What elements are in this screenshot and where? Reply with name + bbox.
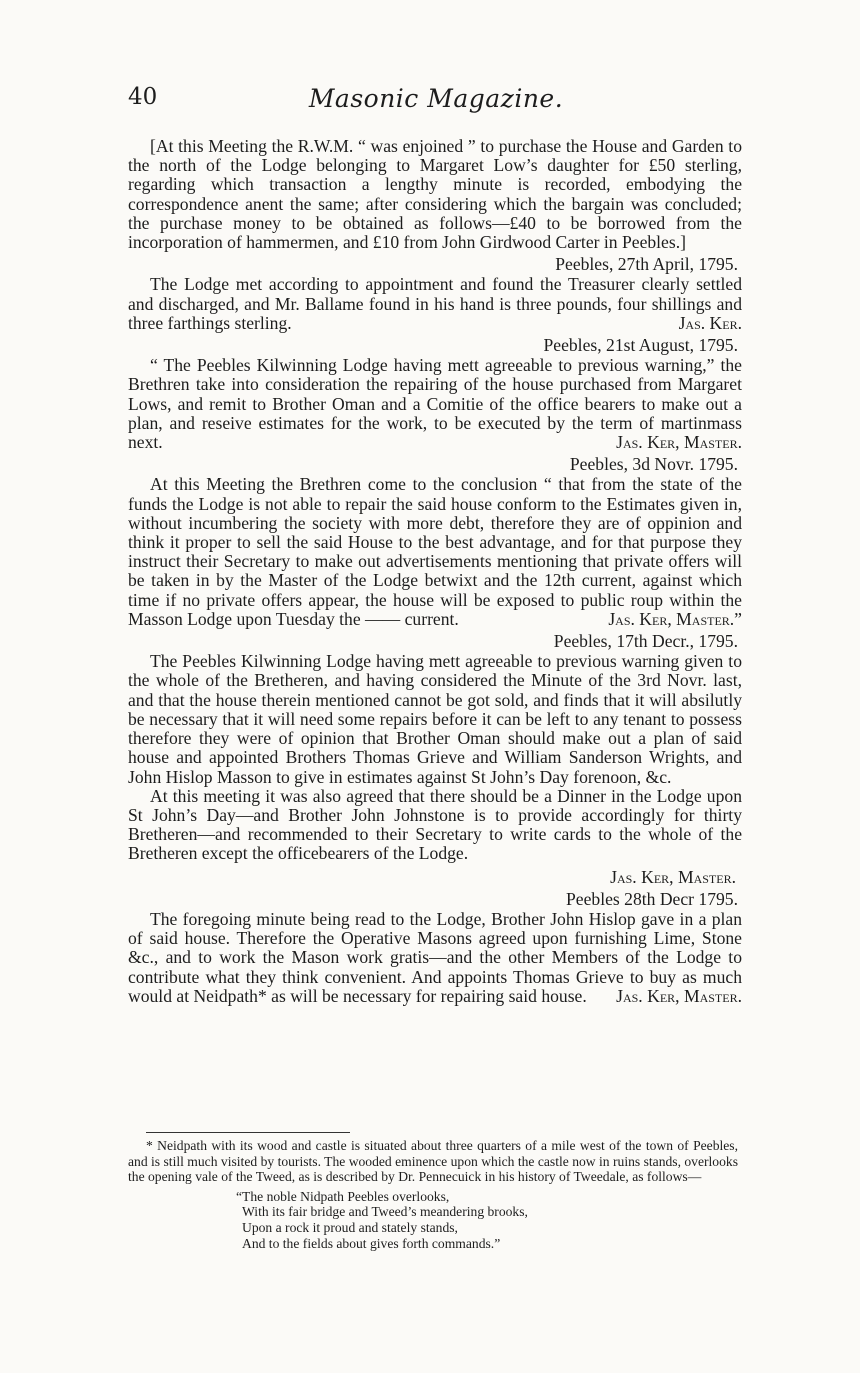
- entry-date: Peebles, 21st August, 1795.: [543, 335, 738, 356]
- magazine-title: Masonic Magazine.: [308, 84, 564, 113]
- footnote: [128, 1138, 738, 1251]
- page-number: 40: [128, 84, 158, 110]
- minute-paragraph: The Peebles Kilwinning Lodge having mett agreeable to previous warning given to the whole of the Bretheren, and having considered the Minute of the 3rd Novr. last, and that the house therein mentioned cannot be got sold, and finds that it will absilutly be necessary that it will need some repairs before it can be left to any tenant to possess therefore they were of opinion that Brother Oman should make out a plan of said house and appointed Brothers Thomas Grieve and William Sanderson Wrights, and John Hislop Masson to give in estimates against St John’s Day forenoon, &c.: [128, 651, 742, 787]
- signature: Jas. Ker, Master.: [616, 432, 742, 453]
- signature: Jas. Ker, Master.”: [608, 608, 742, 629]
- footnote-text: * Neidpath with its wood and castle is situated about three quarters of a mile west of the town of Peebles, and is still much visited by tourists. The wooded eminence upon which the castle now in ruins stands, overlooks the opening vale of the Tweed, as is described by Dr. Pennecuick in his history of Tweedale, as follows—: [128, 1138, 738, 1185]
- minute-text: At this Meeting the Brethren come to the conclusion “ that from the state of the funds the Lodge is not able to repair the said house conform to the Estimates given in, without incumbering the society with more debt, therefore they are of oppinion and think it proper to sell the said House to the best advantage, and for that purpose they instruct their Secretary to make out advertisements mentioning that private offers will be taken in by the Master of the Lodge betwixt and the 12th current, against which time if no private offers appear, the house will be exposed to public roup within the Masson Lodge upon Tuesday the —— current.: [128, 474, 742, 629]
- quoted-verse: [236, 1189, 738, 1251]
- verse-line: “The noble Nidpath Peebles overlooks,: [236, 1188, 450, 1204]
- entry-date: Peebles 28th Decr 1795.: [566, 888, 738, 909]
- entry-date: Peebles, 27th April, 1795.: [555, 254, 738, 275]
- article-body: [128, 137, 742, 1006]
- running-header: [128, 84, 744, 120]
- signature: Jas. Ker, Master.: [610, 866, 736, 887]
- minute-text: “ The Peebles Kilwinning Lodge having mett agreeable to previous warning,” the Brethren take into consideration the repairing of the house purchased from Margaret Lows, and remit to Brother Oman and a Comitie of the office bearers to make out a plan, and reseive estimates for the work, to be executed by the term of martinmass next.: [128, 355, 742, 453]
- signature: Jas. Ker.: [678, 312, 742, 333]
- minute-paragraph: [128, 356, 742, 452]
- entry-date: Peebles, 3d Novr. 1795.: [569, 454, 738, 475]
- minute-paragraph: [128, 275, 742, 333]
- minute-paragraph: At this meeting it was also agreed that there should be a Dinner in the Lodge upon St John’s Day—and Brother John Johnstone is to provide accordingly for thirty Bretheren—and recommended to their Secretary to write cards to the whole of the Bretheren except the officebearers of the Lodge.: [128, 785, 742, 864]
- entry-date: Peebles, 17th Decr., 1795.: [553, 631, 738, 652]
- intro-paragraph: [At this Meeting the R.W.M. “ was enjoined ” to purchase the House and Garden to the north of the Lodge belonging to Margaret Low’s daughter for £50 sterling, regarding which transaction a lengthy minute is recorded, embodying the correspondence anent the same; after considering which the bargain was concluded; the purchase money to be obtained as follows—£40 to be borrowed from the incorporation of hammermen, and £10 from John Girdwood Carter in Peebles.]: [128, 136, 742, 253]
- verse-line: And to the fields about gives forth commands.”: [242, 1235, 501, 1251]
- verse-line: With its fair bridge and Tweed’s meandering brooks,: [242, 1204, 528, 1220]
- minute-paragraph: [128, 475, 742, 629]
- minute-text: The Lodge met according to appointment and found the Treasurer clearly settled and discharged, and Mr. Ballame found in his hand is three pounds, four shillings and three farthings sterling.: [128, 274, 742, 333]
- minute-paragraph: [128, 910, 742, 1006]
- minute-text: The foregoing minute being read to the Lodge, Brother John Hislop gave in a plan of said house. Therefore the Operative Masons agreed upon furnishing Lime, Stone &c., and to work the Mason work gratis—and the other Members of the Lodge to contribute what they think convenient. And appoints Thomas Grieve to buy as much would at Neidpath* as will be necessary for repairing said house.: [128, 908, 742, 1006]
- verse-line: Upon a rock it proud and stately stands,: [242, 1219, 458, 1235]
- footnote-rule: [146, 1132, 350, 1133]
- signature: Jas. Ker, Master.: [616, 985, 742, 1006]
